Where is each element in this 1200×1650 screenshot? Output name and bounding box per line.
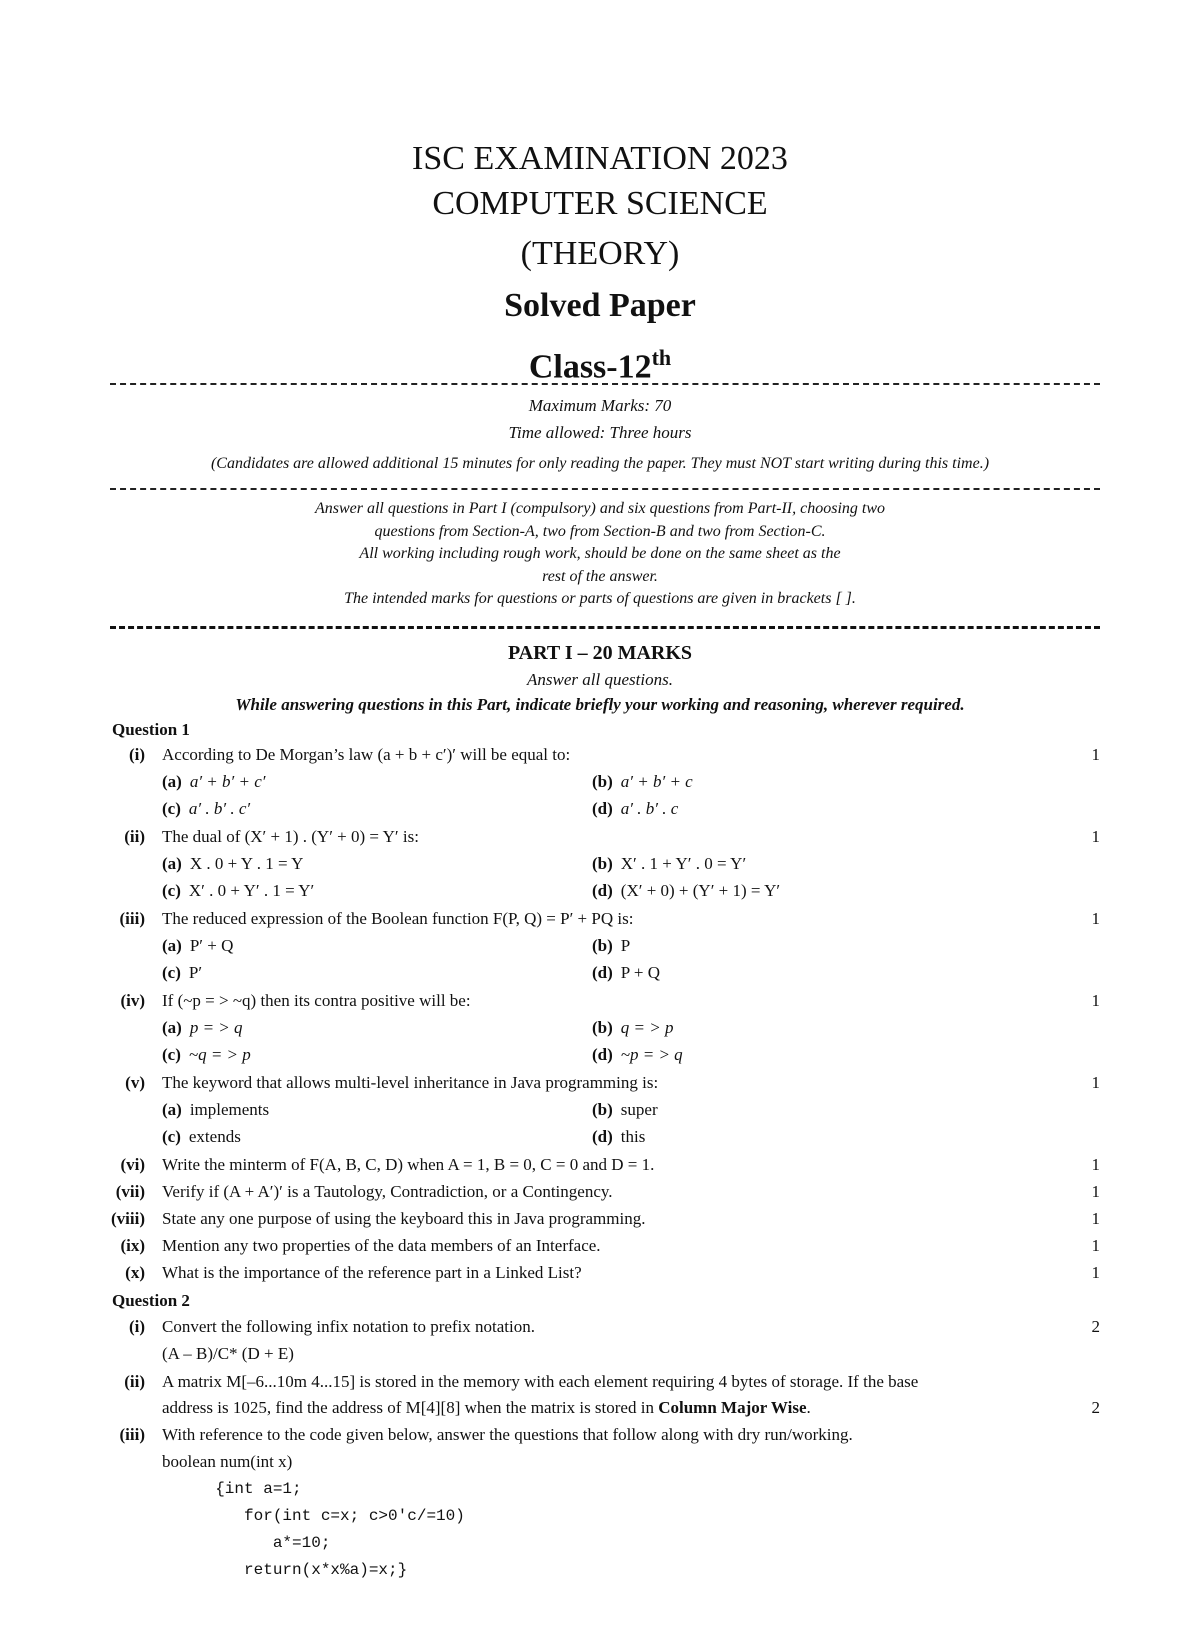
solved-paper-title: Solved Paper [504, 287, 696, 324]
instruction-line: Answer all questions in Part I (compulsory) and six questions from Part-II, choosing two [314, 500, 886, 517]
code-line: return(x*x%a)=x;} [196, 1561, 408, 1579]
option-letter: (d) [592, 963, 613, 982]
question-label: Question 1 [112, 720, 190, 739]
item-number: (iii) [119, 909, 145, 928]
option-b [592, 772, 693, 792]
code-line: boolean num(int x) [162, 1452, 293, 1471]
instruction-line: questions from Section-A, two from Section-B and two from Section-C. [374, 522, 826, 540]
option-letter: (d) [592, 1045, 613, 1064]
option-text: p = > q [189, 1018, 243, 1037]
part-heading: PART I – 20 MARKS [507, 642, 693, 664]
infix-expression: (A – B)/C* (D + E) [162, 1344, 294, 1363]
option-letter: (a) [162, 936, 182, 955]
instruction-line: rest of the answer. [542, 567, 658, 585]
title-block [0, 138, 1200, 393]
option-text: ~q = > p [188, 1045, 251, 1064]
item-number: (ix) [120, 1236, 145, 1255]
option-letter: (b) [592, 772, 613, 791]
option-text: ~p = > q [620, 1045, 683, 1064]
part-one-header [0, 639, 1200, 717]
item-number: (ii) [124, 827, 145, 846]
option-text: a′ . b′ . c′ [188, 799, 251, 818]
option-letter: (b) [592, 1100, 613, 1119]
option-c [162, 881, 314, 901]
item-number: (viii) [111, 1209, 145, 1228]
item-text: According to De Morgan’s law (a + b + c′)′ will be equal to: [162, 745, 571, 764]
item-marks: 1 [1091, 1236, 1100, 1255]
item-marks: 1 [1091, 991, 1100, 1010]
item-text: Convert the following infix notation to prefix notation. [162, 1317, 535, 1336]
part-instruction: While answering questions in this Part, indicate briefly your working and reasoning, wherever required. [235, 695, 965, 714]
item-number: (x) [125, 1263, 145, 1282]
option-b [592, 936, 630, 956]
instruction-line: All working including rough work, should be done on the same sheet as the [359, 545, 841, 562]
instructions [0, 498, 1200, 611]
item-number: (vi) [120, 1155, 145, 1174]
item-marks: 1 [1091, 827, 1100, 846]
item-text-part: address is 1025, find the address of M[4][8] when the matrix is stored in [162, 1398, 659, 1417]
item-text: State any one purpose of using the keyboard this in Java programming. [162, 1209, 646, 1228]
subject-title: COMPUTER SCIENCE [432, 185, 768, 222]
item-text: Mention any two properties of the data members of an Interface. [162, 1236, 601, 1255]
option-text: this [620, 1127, 646, 1146]
option-letter: (d) [592, 1127, 613, 1146]
max-marks: Maximum Marks: 70 [528, 396, 672, 415]
option-text: X′ . 0 + Y′ . 1 = Y′ [188, 881, 315, 900]
option-letter: (c) [162, 1127, 181, 1146]
option-b [592, 1100, 658, 1120]
class-suffix: th [651, 345, 672, 370]
option-text: P′ [188, 963, 203, 982]
option-b [592, 854, 746, 874]
option-text: super [620, 1100, 658, 1119]
option-letter: (a) [162, 1100, 182, 1119]
option-a [162, 854, 303, 874]
option-letter: (a) [162, 854, 182, 873]
code-line: for(int c=x; c>0′c/=10) [196, 1507, 465, 1525]
option-letter: (c) [162, 963, 181, 982]
item-marks: 1 [1091, 745, 1100, 764]
option-c [162, 1045, 251, 1065]
option-letter: (c) [162, 1045, 181, 1064]
option-text: implements [189, 1100, 270, 1119]
item-marks: 1 [1091, 1182, 1100, 1201]
option-c [162, 1127, 241, 1147]
item-text: The keyword that allows multi-level inheritance in Java programming is: [162, 1073, 659, 1092]
option-b [592, 1018, 673, 1038]
question-label: Question 2 [112, 1291, 190, 1310]
divider [110, 488, 1100, 490]
item-number: (ii) [124, 1372, 145, 1391]
option-text: X′ . 1 + Y′ . 0 = Y′ [620, 854, 747, 873]
option-a [162, 1100, 269, 1120]
candidates-note: (Candidates are allowed additional 15 minutes for only reading the paper. They must NOT start writing during this time.) [210, 455, 990, 472]
item-number: (iii) [119, 1425, 145, 1444]
item-marks: 1 [1091, 1263, 1100, 1282]
option-text: (X′ + 0) + (Y′ + 1) = Y′ [620, 881, 781, 900]
option-text: q = > p [620, 1018, 674, 1037]
option-d [592, 881, 780, 901]
exam-meta [0, 392, 1200, 477]
item-marks: 1 [1091, 1155, 1100, 1174]
option-d [592, 963, 660, 983]
option-text: extends [188, 1127, 241, 1146]
instruction-line: The intended marks for questions or parts of questions are given in brackets [ ]. [344, 590, 856, 607]
option-a [162, 772, 265, 792]
item-text: A matrix M[–6...10m 4...15] is stored in the memory with each element requiring 4 bytes of storage. If the base [162, 1372, 919, 1391]
item-text: With reference to the code given below, answer the questions that follow along with dry run/working. [162, 1425, 853, 1444]
option-text: a′ + b′ + c [620, 772, 693, 791]
item-text: If (~p = > ~q) then its contra positive will be: [162, 991, 471, 1010]
item-text: The dual of (X′ + 1) . (Y′ + 0) = Y′ is: [162, 827, 419, 846]
code-line: {int a=1; [196, 1480, 302, 1498]
option-letter: (c) [162, 881, 181, 900]
item-text-emphasis: Column Major Wise [658, 1398, 807, 1417]
option-a [162, 936, 233, 956]
option-c [162, 963, 202, 983]
class-label: Class-12 [528, 348, 652, 386]
exam-title: ISC EXAMINATION 2023 [412, 140, 788, 177]
option-letter: (d) [592, 881, 613, 900]
item-text-part: . [806, 1398, 811, 1417]
option-letter: (d) [592, 799, 613, 818]
code-line: a*=10; [196, 1534, 331, 1552]
option-letter: (b) [592, 1018, 613, 1037]
option-letter: (c) [162, 799, 181, 818]
item-text: What is the importance of the reference part in a Linked List? [162, 1263, 582, 1282]
time-allowed: Time allowed: Three hours [508, 423, 692, 442]
item-marks: 1 [1091, 1209, 1100, 1228]
option-text: P [620, 936, 631, 955]
item-marks: 2 [1091, 1317, 1100, 1336]
option-letter: (b) [592, 936, 613, 955]
item-marks: 1 [1091, 1073, 1100, 1092]
divider-heavy [110, 626, 1100, 629]
item-text: The reduced expression of the Boolean function F(P, Q) = P′ + PQ is: [162, 909, 634, 928]
option-text: a′ + b′ + c′ [189, 772, 266, 791]
option-letter: (a) [162, 772, 182, 791]
option-letter: (a) [162, 1018, 182, 1037]
item-marks: 2 [1091, 1398, 1100, 1417]
part-subheading: Answer all questions. [527, 670, 673, 689]
item-number: (v) [125, 1073, 145, 1092]
item-number: (i) [128, 1317, 145, 1336]
option-text: P′ + Q [189, 936, 234, 955]
item-number: (vii) [115, 1182, 145, 1201]
option-d [592, 799, 678, 819]
divider [110, 383, 1100, 385]
option-letter: (b) [592, 854, 613, 873]
option-d [592, 1127, 645, 1147]
item-number: (iv) [120, 991, 145, 1010]
option-a [162, 1018, 243, 1038]
option-d [592, 1045, 683, 1065]
option-text: X . 0 + Y . 1 = Y [189, 854, 304, 873]
option-text: a′ . b′ . c [620, 799, 679, 818]
option-c [162, 799, 250, 819]
item-number: (i) [128, 745, 145, 764]
option-text: P + Q [620, 963, 660, 982]
paper-type: (THEORY) [520, 235, 680, 272]
item-text-continued [162, 1398, 811, 1418]
item-text: Verify if (A + A′)′ is a Tautology, Contradiction, or a Contingency. [162, 1182, 613, 1201]
item-marks: 1 [1091, 909, 1100, 928]
item-text: Write the minterm of F(A, B, C, D) when A = 1, B = 0, C = 0 and D = 1. [162, 1155, 655, 1174]
